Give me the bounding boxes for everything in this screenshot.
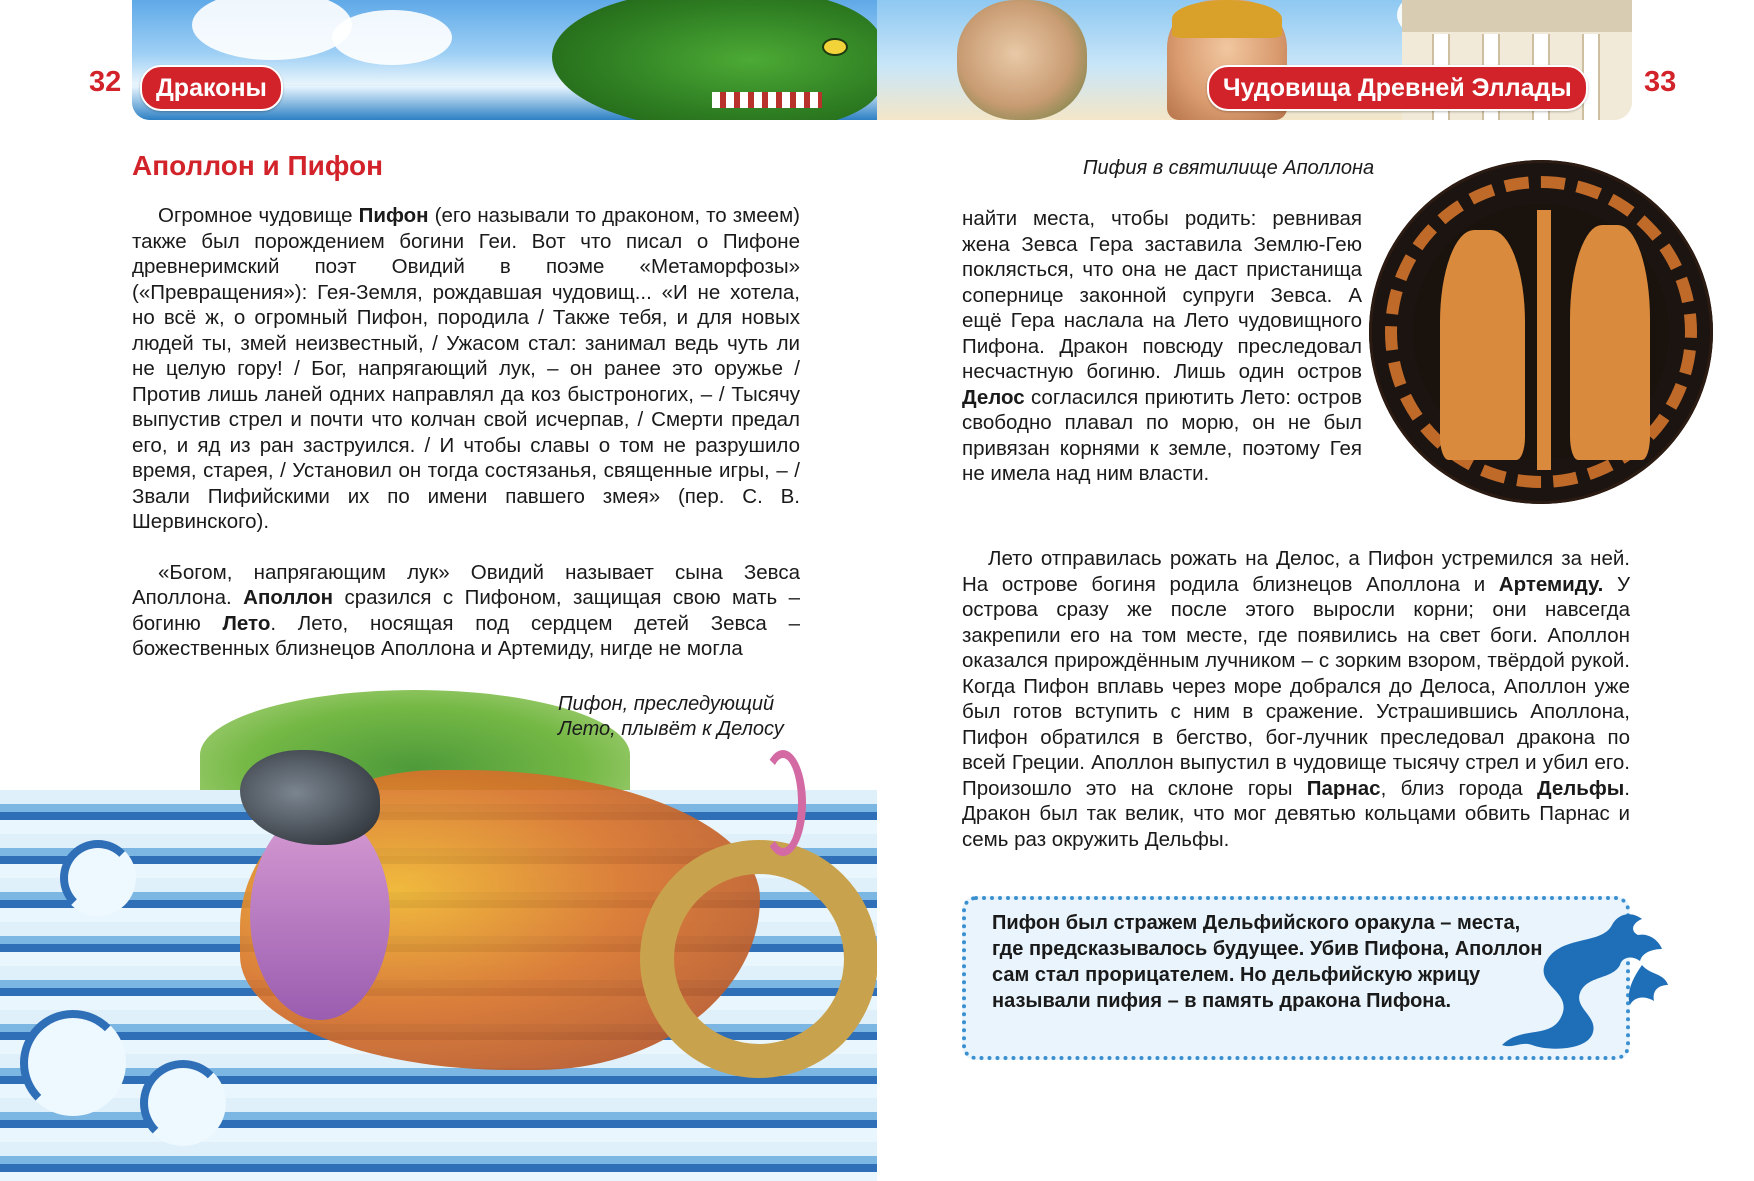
paragraph <box>132 203 800 535</box>
text-run: Лето отправилась рожать на Делос, а Пифон устремился за ней. На острове богиня родила близнецов Аполлона и <box>962 547 1630 596</box>
bold-term: Аполлон <box>243 586 334 609</box>
right-body-text <box>962 546 1630 852</box>
text-run: сразился с Пифоном, защищая свою мать – богиню <box>132 586 800 635</box>
dragon-eye <box>822 38 848 56</box>
python-sea-illustration <box>0 680 877 1181</box>
section-label: Чудовища Древней Эллады <box>1207 65 1588 111</box>
vase-column <box>1537 210 1551 470</box>
page-number: 32 <box>89 66 122 98</box>
wave-curl <box>60 840 136 916</box>
cloud <box>192 0 352 60</box>
bold-term: Парнас <box>1306 776 1381 800</box>
bold-term: Делос <box>962 385 1025 409</box>
medusa-illustration <box>957 0 1087 120</box>
cloud <box>332 10 452 65</box>
text-run: . Дракон был так велик, что мог девятью кольцами обвить Парнас и семь раз окружить Дельфы. <box>962 776 1630 851</box>
python-serpent-tail <box>760 750 806 856</box>
bold-term: Пифон <box>358 204 429 227</box>
section-label: Драконы <box>140 65 283 111</box>
temple-roof <box>1402 0 1632 32</box>
fact-box-text: Пифон был стражем Дельфийского оракула – места, где предсказывалось будущее. Убив Пифона, Аполлон сам стал прорицателем. Но дельфийскую жрицу называли пифия – в память дракона Пифона. <box>992 912 1543 1012</box>
bold-term: Лето <box>222 611 271 635</box>
dragon-teeth <box>712 92 822 108</box>
paragraph <box>962 206 1362 487</box>
text-run: . Лето, носящая под сердцем детей Зевса – божественных близнецов Аполлона и Артемиду, нигде не могла <box>132 611 800 660</box>
left-caption: Пифон, преследующий Лето, плывёт к Делосу <box>558 693 784 740</box>
page-number: 33 <box>1644 66 1677 98</box>
article-title: Аполлон и Пифон <box>132 150 384 181</box>
paragraph <box>962 546 1630 852</box>
text-run: (его называли то драконом, то змеем) также был порождением богини Геи. Вот что писал о Пифоне древнеримский поэт Овидий в поэме «Метаморфозы» («Превращения»): Гея-Земля, рождавшая чудовищ... «И не хотела, но всё ж, о огромный Пифон, породила / Также тебя, и для новых людей ты, змей неизвестный, / Ужасом стал: занимал ведь чуть ли не целую гору! / Бог, напрягающий лук, – он ранее это оружье / Против лишь ланей одних направлял да коз быстроногих, – / Тысячу выпустив стрел и почти что колчан свой исчерпав, / Смерти предал его, и яд из ран заструился. / И чтобы славы о том не разрушило время, старея, / Установил он тогда состязанья, священные игры, – / Звали Пифийскими их по имени павшего змея» (пер. С. В. Шервинского). <box>132 204 801 533</box>
text-run: , близ города <box>1380 776 1537 800</box>
paragraph <box>132 560 800 662</box>
blue-dragon-silhouette-icon <box>1492 905 1672 1055</box>
python-serpent-coil <box>640 840 877 1078</box>
text-run: найти места, чтобы родить: ревнивая жена Зевса Гера заставила Землю-Гею поклясться, что она не даст пристанища сопернице законной супруги Зевса. А ещё Гера наслала на Лето чудовищного Пифона. Дракон повсюду преследовал несчастную богиню. Лишь один остров <box>962 207 1362 383</box>
right-body-text-wrap <box>962 206 1362 487</box>
text-run: Огромное чудовище <box>158 204 359 227</box>
vase-caption: Пифия в святилище Аполлона <box>1083 157 1375 179</box>
pythia-figure <box>1440 230 1525 460</box>
bold-term: Артемиду. <box>1498 572 1604 596</box>
text-run: У острова сразу же после этого выросли корни; они навсегда закрепили его на том месте, где появились на свет боги. Аполлон оказался прирождённым лучником – с зорким взором, твёрдой рукой. Когда Пифон вплавь через море добрался до Делоса, Аполлон уже был готов вступить с ним в сражение. Устрашившись Аполлона, Пифон обратился в бегство, бог-лучник преследовал дракона по всей Греции. Аполлон выпустил в чудовище тысячу стрел и убил его. Произошло это на склоне горы <box>962 572 1630 800</box>
text-run: согласился приютить Лето: остров свободно плавал по морю, он не был привязан корнями к земле, поэтому Гея не имела над ним власти. <box>962 385 1362 485</box>
text-run: «Богом, напрягающим лук» Овидий называет сына Зевса Аполлона. <box>132 560 800 609</box>
visitor-figure <box>1570 225 1650 460</box>
wave-curl <box>140 1060 226 1146</box>
wave-curl <box>20 1010 126 1116</box>
hero-helmet <box>1172 0 1282 38</box>
bold-term: Дельфы <box>1536 776 1625 800</box>
left-body-text <box>132 203 800 662</box>
